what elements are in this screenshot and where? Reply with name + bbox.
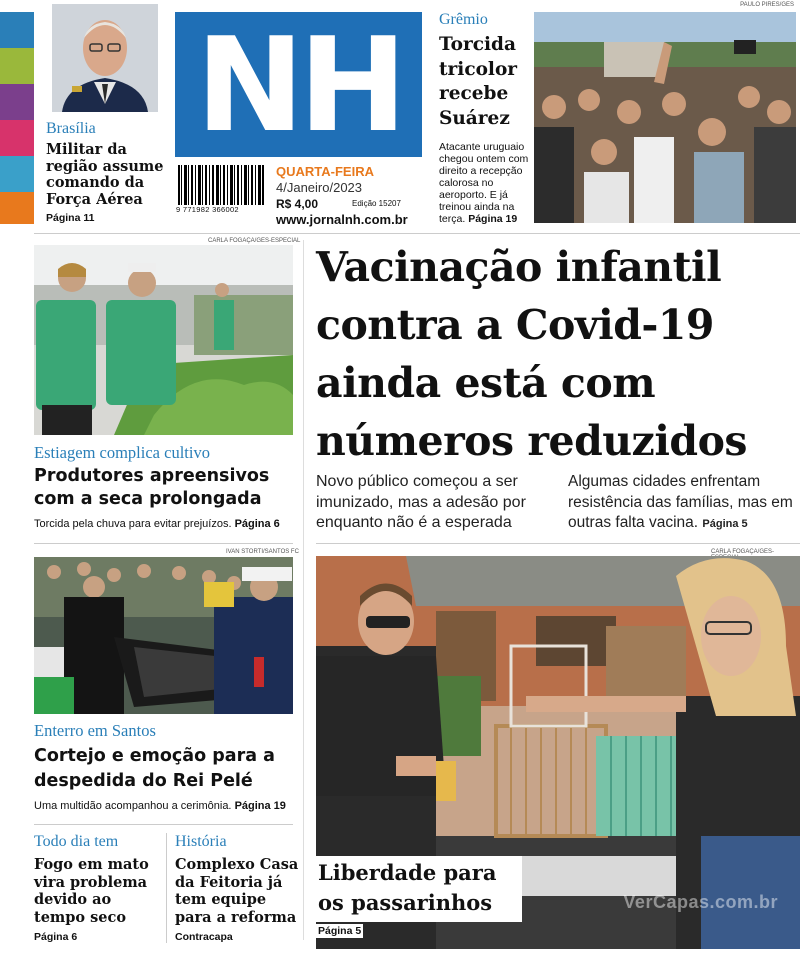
top-left-headline[interactable]: Militar da região assume comando da Força Aérea	[46, 141, 164, 208]
story2-headline[interactable]: Cortejo e emoção para a despedida do Rei Pelé	[34, 746, 275, 791]
story2-divider	[34, 824, 293, 825]
top-right-body-text: Atacante uruguaio chegou ontem com direito a recepção calorosa no aeroporto. E já treinou ainda na terça.	[439, 141, 529, 225]
story2-body-text: Uma multidão acompanhou a cerimônia.	[34, 800, 232, 812]
top-right-section: Grêmio	[439, 11, 488, 28]
story2-section: Enterro em Santos	[34, 721, 156, 740]
story1-photo-credit: CARLA FOGAÇA/GES-ESPECIAL	[208, 238, 301, 244]
story1-divider	[34, 543, 293, 544]
top-right-body	[439, 141, 531, 225]
story3-4-divider	[166, 833, 167, 943]
weekday: QUARTA-FEIRA	[276, 164, 374, 179]
story2-photo-credit: IVAN STORTI/SANTOS FC	[226, 549, 299, 555]
main-headline[interactable]: Vacinação infantil contra a Covid-19 ainda está com números reduzidos	[316, 243, 748, 465]
story2-page: Página 19	[234, 800, 286, 812]
bottom-photo-credit: CARLA FOGAÇA/GES-	[711, 549, 775, 555]
story1-section: Estiagem complica cultivo	[34, 443, 210, 462]
stripe	[0, 156, 34, 192]
barcode-number: 9 771982 366002	[176, 205, 239, 214]
logo[interactable]	[175, 8, 422, 161]
birds-photo	[316, 556, 800, 949]
barcode	[176, 165, 268, 213]
top-right-page: Página 19	[468, 213, 518, 225]
story2-body	[34, 800, 296, 812]
story1-page: Página 6	[234, 518, 280, 530]
story3-section: Todo dia tem	[34, 833, 119, 850]
bottom-caption-box	[316, 856, 526, 949]
watermark: VerCapas.com.br	[623, 892, 778, 912]
website[interactable]: www.jornalnh.com.br	[276, 212, 408, 227]
bottom-page: Página 5	[318, 925, 362, 937]
date: 4/Janeiro/2023	[276, 180, 363, 195]
top-left-section: Brasília	[46, 120, 96, 137]
logo-text: NH	[195, 8, 402, 161]
column-divider	[303, 240, 304, 940]
main-divider	[316, 543, 800, 544]
story4-page: Contracapa	[175, 931, 233, 943]
suarez-photo	[534, 2, 796, 223]
story1-headline[interactable]: Produtores apreensivos com a seca prolongada	[34, 466, 270, 509]
edition: Edição 15207	[352, 199, 401, 208]
story4-headline[interactable]: Complexo Casa da Feitoria já tem equipe para a reforma	[175, 856, 299, 926]
stripe	[0, 12, 34, 48]
main-col2-text: Algumas cidades enfrentam resistência das famílias, mas em outras falta vacina.	[568, 473, 793, 531]
story1-body-text: Torcida pela chuva para evitar prejuízos.	[34, 518, 232, 530]
farmers-photo	[34, 245, 293, 435]
story3-headline[interactable]: Fogo em mato vira problema devido ao tempo seco	[34, 856, 149, 926]
story4-section: História	[175, 833, 227, 850]
stripe	[0, 192, 34, 224]
bottom-caption[interactable]: Liberdade para os passarinhos	[316, 856, 522, 922]
price: R$ 4,00	[276, 197, 319, 211]
top-right-headline[interactable]: Torcida tricolor recebe Suárez	[439, 34, 518, 129]
main-page: Página 5	[702, 518, 748, 530]
stripe	[0, 48, 34, 84]
stripe	[0, 120, 34, 156]
stripe	[0, 84, 34, 120]
story3-page: Página 6	[34, 931, 78, 943]
top-divider	[34, 233, 800, 234]
top-left-page: Página 11	[46, 212, 95, 224]
pele-photo	[34, 557, 293, 714]
main-col1: Novo público começou a ser imunizado, mas a adesão por enquanto não é a esperada	[316, 473, 526, 531]
main-col2	[568, 472, 796, 535]
portrait-photo	[52, 4, 158, 112]
suarez-photo-credit: PAULO PIRES/GES	[740, 2, 794, 8]
color-stripes	[0, 12, 34, 224]
story1-body	[34, 518, 296, 530]
